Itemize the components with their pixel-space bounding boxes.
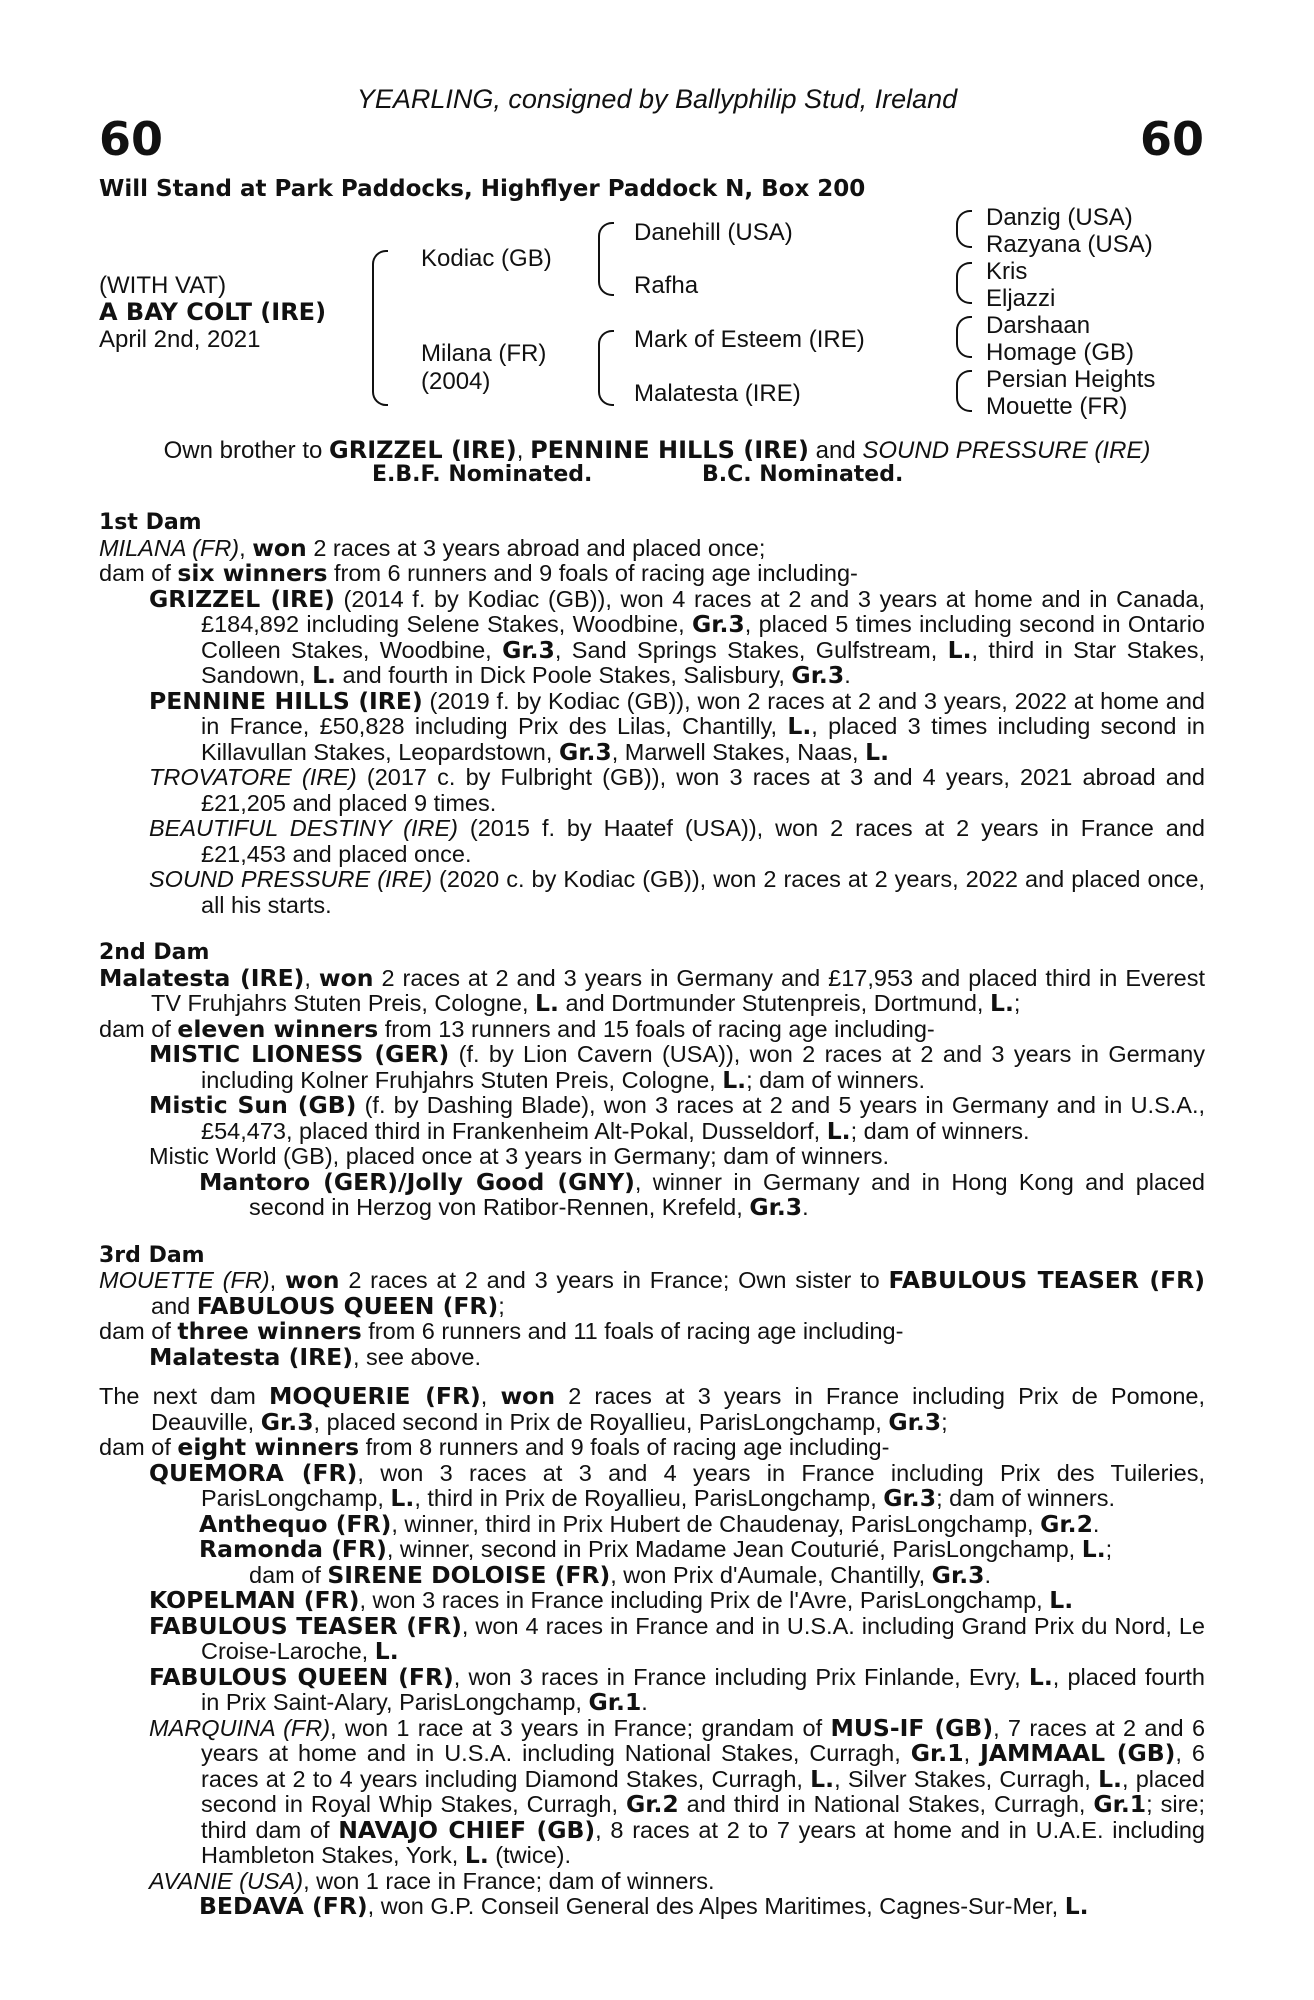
progeny-bedava: BEDAVA (FR), won G.P. Conseil General des Alpes Maritimes, Cagnes-Sur-Mer, L. [199, 1892, 1089, 1920]
pedigree-brace-g4 [956, 370, 972, 412]
dam-year: (2004) [421, 368, 491, 395]
dam-sire: Mark of Esteem (IRE) [634, 326, 865, 353]
own-brother-line [0, 436, 1314, 465]
dam3-line1: MOUETTE (FR), won 2 races at 2 and 3 years in France; Own sister to FABULOUS TEASER (FR) and FABULOUS QUEEN (FR); [99, 1266, 1206, 1320]
sire-dam: Rafha [634, 272, 699, 299]
sire-name: Kodiac (GB) [421, 245, 552, 272]
progeny-ramonda: Ramonda (FR), winner, second in Prix Madame Jean Couturié, ParisLongchamp, L.; dam of SIRENE DOLOISE (FR), won Prix d'Aumale, Chantilly, Gr.3. [199, 1535, 1113, 1589]
granddam-2: Razyana (USA) [986, 231, 1153, 258]
dam1-progeny-pennine-hills: PENNINE HILLS (IRE) (2019 f. by Kodiac (GB)), won 2 races at 2 and 3 years, 2022 at home and in France, £50,828 including Prix des Lilas, Chantilly, L., placed 3 times including second in Killavullan Stakes, Leopardstown, Gr.3, Marwell Stakes, Naas, L. [149, 686, 1206, 766]
foaling-date: April 2nd, 2021 [99, 326, 261, 353]
progeny-anthequo: Anthequo (FR), winner, third in Prix Hubert de Chaudenay, ParisLongchamp, Gr.2. [199, 1509, 1100, 1538]
dam3-progeny-malatesta: Malatesta (IRE), see above. [149, 1342, 482, 1371]
dam1-progeny-grizzel: GRIZZEL (IRE) (2014 f. by Kodiac (GB)), won 4 races at 2 and 3 years at home and in Canada, £184,892 including Selene Stakes, Woodbine, Gr.3, placed 5 times including second in Ontario Colleen Stakes, Woodbine, Gr.3, Sand Springs Stakes, Gulfstream, L., third in Star Stakes, Sandown, L. and fourth in Dick Poole Stakes, Salisbury, Gr.3. [149, 584, 1205, 689]
granddam-8: Mouette (FR) [986, 393, 1128, 420]
dam1-line1: MILANA (FR), won 2 races at 3 years abroad and placed once; [99, 533, 766, 562]
progeny-marquina: MARQUINA (FR), won 1 race at 3 years in France; grandam of MUS-IF (GB), 7 races at 2 and 6 years at home and in U.S.A. including National Stakes, Curragh, Gr.1, JAMMAAL (GB), 6 races at 2 to 4 years including Diamond Stakes, Curragh, L., Silver Stakes, Curragh, L., placed second in Royal Whip Stakes, Curragh, Gr.2 and third in National Stakes, Curragh, Gr.1; sire; third dam of NAVAJO CHIEF (GB), 8 races at 2 to 7 years at home and in U.A.E. including Hambleton Stakes, York, L. (twice). [149, 1713, 1206, 1869]
next-dam-line2: dam of eight winners from 8 runners and 9 foals of racing age including- [99, 1433, 890, 1461]
progeny-quemora: QUEMORA (FR), won 3 races at 3 and 4 years in France including Prix des Tuileries, ParisLongchamp, L., third in Prix de Royallieu, ParisLongchamp, Gr.3; dam of winners. [149, 1458, 1205, 1512]
dam2-line2: dam of eleven winners from 13 runners and 15 foals of racing age including- [99, 1014, 935, 1043]
own-brother-prefix: Own brother to [163, 437, 330, 464]
dam-name: Milana (FR) [421, 340, 547, 367]
sep: and [808, 437, 863, 464]
lot-number-left: 60 [99, 112, 164, 166]
bc-nomination: B.C. Nominated. [702, 462, 904, 487]
grandsire-1: Danzig (USA) [986, 204, 1133, 231]
grandsire-3: Kris [986, 258, 1028, 285]
dam1-line2: dam of six winners from 6 runners and 9 foals of racing age including- [99, 559, 858, 587]
progeny-kopelman: KOPELMAN (FR), won 3 races in France including Prix de l'Avre, ParisLongchamp, L. [149, 1586, 1074, 1614]
sibling-sound-pressure: SOUND PRESSURE (IRE) [862, 437, 1151, 464]
pedigree-brace-dam [598, 330, 614, 406]
dam1-heading: 1st Dam [99, 510, 202, 535]
dam2-progeny-mistic-world: Mistic World (GB), placed once at 3 years in Germany; dam of winners. [149, 1143, 890, 1169]
dam3-heading: 3rd Dam [99, 1242, 205, 1268]
progeny-fabulous-teaser: FABULOUS TEASER (FR), won 4 races in France and in U.S.A. including Grand Prix du Nord, Le Croise-Laroche, L. [149, 1611, 1205, 1665]
grandsire-7: Persian Heights [986, 366, 1156, 393]
ebf-nomination: E.B.F. Nominated. [372, 462, 593, 487]
stand-location: Will Stand at Park Paddocks, Highflyer Paddock N, Box 200 [99, 176, 866, 202]
granddam-6: Homage (GB) [986, 339, 1135, 366]
next-dam-line1: The next dam MOQUERIE (FR), won 2 races at 3 years in France including Prix de Pomone, Deauville, Gr.3, placed second in Prix de Royallieu, ParisLongchamp, Gr.3; [99, 1382, 1205, 1436]
pedigree-brace-sire [598, 222, 614, 296]
sibling-pennine-hills: PENNINE HILLS (IRE) [530, 436, 809, 464]
progeny-avanie: AVANIE (USA), won 1 race in France; dam of winners. [149, 1867, 715, 1894]
granddam-4: Eljazzi [986, 285, 1056, 312]
sep: , [516, 437, 531, 464]
horse-name: A BAY COLT (IRE) [99, 298, 327, 326]
dam1-progeny-beautiful-destiny: BEAUTIFUL DESTINY (IRE) (2015 f. by Haatef (USA)), won 2 races at 2 years in France and £21,453 and placed once. [149, 815, 1205, 867]
dam1-progeny-sound-pressure: SOUND PRESSURE (IRE) (2020 c. by Kodiac (GB)), won 2 races at 2 years, 2022 and placed once, all his starts. [149, 866, 1205, 918]
dam3-line2: dam of three winners from 6 runners and 11 foals of racing age including- [99, 1317, 904, 1345]
pedigree-brace-g2 [956, 262, 972, 304]
dam-dam: Malatesta (IRE) [634, 380, 801, 407]
dam2-progeny-mistic-sun: Mistic Sun (GB) (f. by Dashing Blade), won 3 races at 2 and 5 years in Germany and in U.S.A., £54,473, placed third in Frankenheim Alt-Pokal, Dusseldorf, L.; dam of winners. [149, 1091, 1205, 1145]
pedigree-brace-g1 [956, 210, 972, 248]
consignment-line: YEARLING, consigned by Ballyphilip Stud, Ireland [356, 84, 958, 114]
vat-label: (WITH VAT) [99, 272, 227, 299]
lot-number-right: 60 [1139, 112, 1204, 166]
progeny-fabulous-queen: FABULOUS QUEEN (FR), won 3 races in France including Prix Finlande, Evry, L., placed fourth in Prix Saint-Alary, ParisLongchamp, Gr.1. [149, 1662, 1205, 1716]
sibling-grizzel: GRIZZEL (IRE) [329, 436, 517, 464]
grandsire-5: Darshaan [986, 312, 1091, 339]
pedigree-brace-g3 [956, 316, 972, 358]
catalogue-body [99, 510, 1205, 1920]
sire-sire: Danehill (USA) [634, 219, 793, 246]
dam2-heading: 2nd Dam [99, 940, 210, 965]
dam2-progeny-mantoro: Mantoro (GER)/Jolly Good (GNY), winner in Germany and in Hong Kong and placed second in Herzog von Ratibor-Rennen, Krefeld, Gr.3. [199, 1167, 1205, 1221]
pedigree-brace-main [372, 250, 388, 406]
dam2-progeny-mistic-lioness: MISTIC LIONESS (GER) (f. by Lion Cavern (USA)), won 2 races at 2 and 3 years in Germany including Kolner Fruhjahrs Stuten Preis, Cologne, L.; dam of winners. [149, 1040, 1205, 1094]
dam1-progeny-trovatore: TROVATORE (IRE) (2017 c. by Fulbright (GB)), won 3 races at 3 and 4 years, 2021 abroad and £21,205 and placed 9 times. [149, 764, 1205, 816]
dam2-line1: Malatesta (IRE), won 2 races at 2 and 3 years in Germany and £17,953 and placed third in Everest TV Fruhjahrs Stuten Preis, Cologne, L. and Dortmunder Stutenpreis, Dortmund, L.; [99, 963, 1206, 1017]
